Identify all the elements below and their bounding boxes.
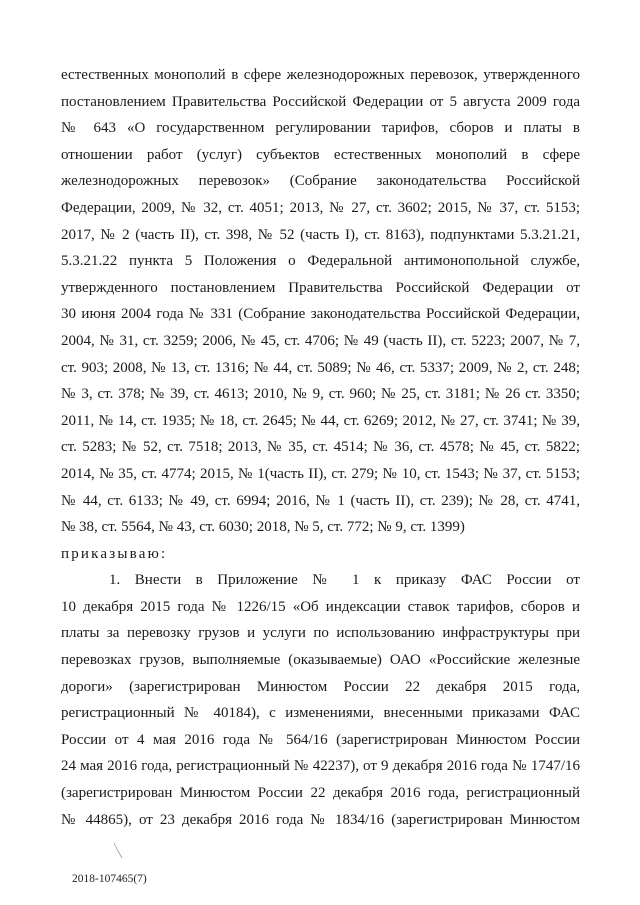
text-line: дороги» (зарегистрирован Минюстом России 22 декабря 2015 года, <box>61 678 580 695</box>
text-line: постановлением Правительства Российской Федерации от 5 августа 2009 года <box>61 93 580 110</box>
text-line: Федерации, 2009, № 32, ст. 4051; 2013, № 27, ст. 3602; 2015, № 37, ст. 5153; <box>61 199 580 216</box>
text-line: платы за перевозку грузов и услуги по использованию инфраструктуры при <box>61 625 580 642</box>
text-line: естественных монополий в сфере железнодорожных перевозок, утвержденного <box>61 67 580 83</box>
text-line: ст. 903; 2008, № 13, ст. 1316; № 44, ст. 5089; № 46, ст. 5337; 2009, № 2, ст. 248; <box>61 359 580 376</box>
text-line: 2004, № 31, ст. 3259; 2006, № 45, ст. 4706; № 49 (часть II), ст. 5223; 2007, № 7, <box>61 332 580 349</box>
text-line: утвержденного постановлением Правительства Российской Федерации от <box>61 279 580 296</box>
text-line: перевозках грузов, выполняемые (оказываемые) ОАО «Российские железные <box>61 652 580 669</box>
text-line: регистрационный № 40184), с изменениями, внесенными приказами ФАС <box>61 705 580 722</box>
text-line: России от 4 мая 2016 года № 564/16 (зарегистрирован Минюстом России <box>61 731 580 748</box>
text-line: 2017, № 2 (часть II), ст. 398, № 52 (часть I), ст. 8163), подпунктами 5.3.21.21, <box>61 226 580 243</box>
document-code: 2018-107465(7) <box>72 873 147 885</box>
document-body <box>61 62 580 833</box>
text-line: № 3, ст. 378; № 39, ст. 4613; 2010, № 9, ст. 960; № 25, ст. 3181; № 26 ст. 3350; <box>61 386 580 403</box>
text-line: 2011, № 14, ст. 1935; № 18, ст. 2645; № 44, ст. 6269; 2012, № 27, ст. 3741; № 39, <box>61 412 580 429</box>
text-line: отношении работ (услуг) субъектов естественных монополий в сфере <box>61 146 580 163</box>
text-line: железнодорожных перевозок» (Собрание законодательства Российской <box>61 173 580 190</box>
text-line: № 38, ст. 5564, № 43, ст. 6030; 2018, № 5, ст. 772; № 9, ст. 1399) <box>61 519 465 536</box>
text-line: № 44865), от 23 декабря 2016 года № 1834/16 (зарегистрирован Минюстом <box>61 811 580 828</box>
text-line: ст. 5283; № 52, ст. 7518; 2013, № 35, ст. 4514; № 36, ст. 4578; № 45, ст. 5822; <box>61 439 580 456</box>
text-line: 30 июня 2004 года № 331 (Собрание законодательства Российской Федерации, <box>61 306 580 323</box>
text-line: 5.3.21.22 пункта 5 Положения о Федеральной антимонопольной службе, <box>61 253 580 270</box>
scan-mark-icon <box>112 842 124 860</box>
text-line: 1. Внести в Приложение № 1 к приказу ФАС России от <box>109 572 580 589</box>
text-line: 24 мая 2016 года, регистрационный № 42237), от 9 декабря 2016 года № 1747/16 <box>61 758 580 775</box>
text-line: 10 декабря 2015 года № 1226/15 «Об индексации ставок тарифов, сборов и <box>61 598 580 615</box>
order-heading: приказываю: <box>61 545 168 562</box>
text-line: № 44, ст. 6133; № 49, ст. 6994; 2016, № 1 (часть II), ст. 239); № 28, ст. 4741, <box>61 492 580 509</box>
text-line: (зарегистрирован Минюстом России 22 декабря 2016 года, регистрационный <box>61 785 580 802</box>
text-line: 2014, № 35, ст. 4774; 2015, № 1(часть II), ст. 279; № 10, ст. 1543; № 37, ст. 5153; <box>61 465 580 482</box>
text-line: № 643 «О государственном регулировании тарифов, сборов и платы в <box>61 120 580 137</box>
